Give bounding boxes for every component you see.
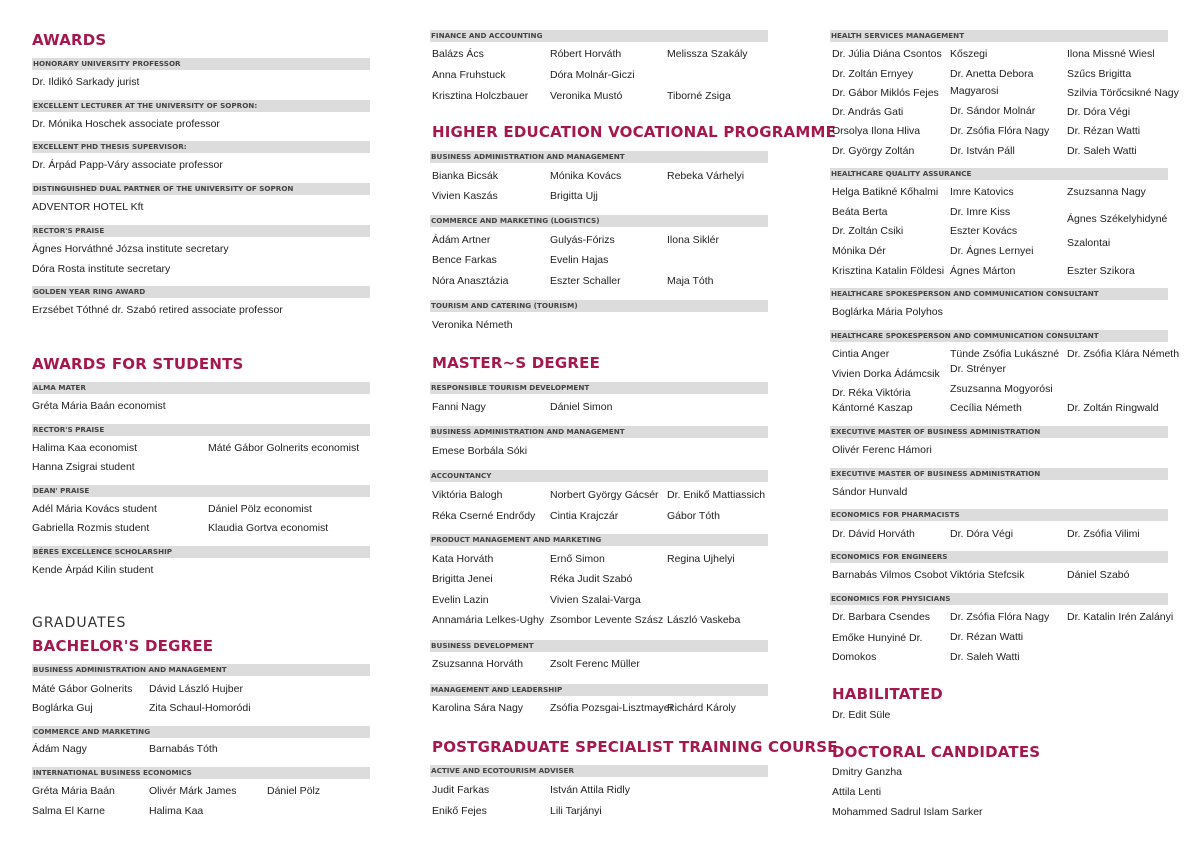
name-entry: Kata Horváth	[432, 553, 494, 565]
name-entry: Klaudia Gortva economist	[208, 522, 329, 534]
name-entry: Melissza Szakály	[667, 48, 748, 60]
name-entry: Dr. György Zoltán	[832, 145, 915, 157]
name-entry: Viktória Stefcsik	[950, 569, 1025, 581]
name-entry: Magyarosi	[950, 85, 999, 97]
name-entry: Sándor Hunvald	[832, 486, 908, 498]
name-entry: Evelin Lazin	[432, 594, 489, 606]
name-entry: Dr. Edit Süle	[832, 709, 891, 721]
excellent-lecturer-header: EXCELLENT LECTURER AT THE UNIVERSITY OF SOPRON:	[32, 100, 370, 112]
name-entry: Cintia Anger	[832, 348, 890, 360]
name-entry: Kántorné Kaszap	[832, 402, 913, 414]
name-entry: Ágnes Horváthné Józsa institute secretary	[32, 243, 229, 255]
name-entry: Tünde Zsófia Lukászné	[950, 348, 1060, 360]
name-entry: Zsuzsanna Nagy	[1067, 186, 1146, 198]
honorary-professor-header: HONORARY UNIVERSITY PROFESSOR	[32, 58, 370, 70]
name-entry: Dmitry Ganzha	[832, 766, 903, 778]
name-entry: Dr. Enikő Mattiassich	[667, 489, 766, 501]
name-entry: Dr. Réka Viktória	[832, 387, 911, 399]
doctoral-title: DOCTORAL CANDIDATES	[832, 743, 1041, 761]
name-entry: Ágnes Székelyhidyné	[1067, 213, 1168, 225]
name-entry: Dr. Gábor Miklós Fejes	[832, 87, 939, 99]
fa-header: FINANCE AND ACCOUNTING	[430, 30, 768, 42]
name-entry: Dr. Mónika Hoschek associate professor	[32, 118, 220, 130]
habilitated-title: HABILITATED	[832, 685, 943, 703]
name-entry: Dr. Dóra Végi	[1067, 106, 1131, 118]
name-entry: Zsombor Levente Szász	[550, 614, 664, 626]
name-entry: Erzsébet Tóthné dr. Szabó retired associate professor	[32, 304, 283, 316]
hqa-header: HEALTHCARE QUALITY ASSURANCE	[830, 168, 1168, 180]
name-entry: Vivien Dorka Ádámcsik	[832, 368, 940, 380]
name-entry: Veronika Mustó	[550, 90, 623, 102]
name-entry: Dániel Pölz economist	[208, 503, 312, 515]
name-entry: Boglárka Guj	[32, 702, 93, 714]
name-entry: Maja Tóth	[667, 275, 714, 287]
name-entry: Helga Batikné Kőhalmi	[832, 186, 939, 198]
name-entry: Domokos	[832, 651, 877, 663]
cm-header: COMMERCE AND MARKETING	[32, 726, 370, 738]
name-entry: Boglárka Mária Polyhos	[832, 306, 943, 318]
name-entry: Dávid László Hujber	[149, 683, 243, 695]
name-entry: Halima Kaa	[149, 805, 204, 817]
name-entry: Zsuzsanna Horváth	[432, 658, 524, 670]
name-entry: Dr. Zoltán Ernyey	[832, 68, 914, 80]
name-entry: Dr. Júlia Diána Csontos	[832, 48, 942, 60]
name-entry: Krisztina Holczbauer	[432, 90, 529, 102]
name-entry: Réka Cserné Endrődy	[432, 510, 536, 522]
name-entry: Ádám Artner	[432, 234, 491, 246]
efph-header: ECONOMICS FOR PHYSICIANS	[830, 593, 1168, 605]
awards-title: AWARDS	[32, 31, 107, 49]
name-entry: Dániel Simon	[550, 401, 613, 413]
name-entry: Szűcs Brigitta	[1067, 68, 1132, 80]
name-entry: Bence Farkas	[432, 254, 497, 266]
name-entry: Réka Judit Szabó	[550, 573, 633, 585]
name-entry: Barnabás Tóth	[149, 743, 218, 755]
bachelor-title: BACHELOR'S DEGREE	[32, 637, 214, 655]
dual-partner-header: DISTINGUISHED DUAL PARTNER OF THE UNIVERSITY OF SOPRON	[32, 183, 370, 195]
tc-header: TOURISM AND CATERING (TOURISM)	[430, 300, 768, 312]
name-entry: Emőke Hunyiné Dr.	[832, 632, 923, 644]
deans-praise-header: DEAN' PRAISE	[32, 485, 370, 497]
mbam-header: BUSINESS ADMINISTRATION AND MANAGEMENT	[430, 426, 768, 438]
emba2-header: EXECUTIVE MASTER OF BUSINESS ADMINISTRATION	[830, 468, 1168, 480]
name-entry: Eszter Schaller	[550, 275, 621, 287]
name-entry: Gulyás-Fórizs	[550, 234, 615, 246]
name-entry: Kende Árpád Kilin student	[32, 564, 154, 576]
name-entry: Dr. Árpád Papp-Váry associate professor	[32, 159, 223, 171]
name-entry: Dr. Ildikó Sarkady jurist	[32, 76, 140, 88]
name-entry: Lili Tarjányi	[550, 805, 602, 817]
name-entry: Dóra Molnár-Giczi	[550, 69, 635, 81]
cml-header: COMMERCE AND MARKETING (LOGISTICS)	[430, 215, 768, 227]
name-entry: Dr. Sándor Molnár	[950, 105, 1036, 117]
name-entry: Dr. Zsófia Flóra Nagy	[950, 611, 1050, 623]
name-entry: Anna Fruhstuck	[432, 69, 506, 81]
name-entry: Ádám Nagy	[32, 743, 87, 755]
name-entry: Kőszegi	[950, 48, 988, 60]
name-entry: Adél Mária Kovács student	[32, 503, 157, 515]
name-entry: Szalontai	[1067, 237, 1111, 249]
graduates-title: GRADUATES	[32, 615, 127, 631]
name-entry: Regina Ujhelyi	[667, 553, 735, 565]
rtd-header: RESPONSIBLE TOURISM DEVELOPMENT	[430, 382, 768, 394]
bd-header: BUSINESS DEVELOPMENT	[430, 640, 768, 652]
name-entry: Nóra Anasztázia	[432, 275, 509, 287]
name-entry: Dr. Imre Kiss	[950, 206, 1011, 218]
name-entry: Zsuzsanna Mogyorósi	[950, 383, 1053, 395]
name-entry: Richárd Károly	[667, 702, 736, 714]
name-entry: Dr. Rézan Watti	[950, 631, 1024, 643]
name-entry: Ernő Simon	[550, 553, 605, 565]
name-entry: Dr. Saleh Watti	[950, 651, 1020, 663]
hscc1-header: HEALTHCARE SPOKESPERSON AND COMMUNICATION CONSULTANT	[830, 288, 1168, 300]
name-entry: Krisztina Katalin Földesi	[832, 265, 945, 277]
name-entry: ADVENTOR HOTEL Kft	[32, 201, 144, 213]
name-entry: Zsolt Ferenc Müller	[550, 658, 640, 670]
golden-ring-header: GOLDEN YEAR RING AWARD	[32, 286, 370, 298]
hbam-header: BUSINESS ADMINISTRATION AND MANAGEMENT	[430, 151, 768, 163]
rectors-praise-header: RECTOR'S PRAISE	[32, 225, 370, 237]
name-entry: Emese Borbála Sóki	[432, 445, 528, 457]
name-entry: Cecília Németh	[950, 402, 1022, 414]
name-entry: Ilona Siklér	[667, 234, 719, 246]
pstc-title: POSTGRADUATE SPECIALIST TRAINING COURSE	[432, 738, 838, 756]
name-entry: Gábor Tóth	[667, 510, 720, 522]
bam-header: BUSINESS ADMINISTRATION AND MANAGEMENT	[32, 664, 370, 676]
name-entry: Gréta Mária Baán	[32, 785, 115, 797]
hsm-header: HEALTH SERVICES MANAGEMENT	[830, 30, 1168, 42]
name-entry: Imre Katovics	[950, 186, 1014, 198]
name-entry: Evelin Hajas	[550, 254, 609, 266]
name-entry: Beáta Berta	[832, 206, 888, 218]
name-entry: Ilona Missné Wiesl	[1067, 48, 1155, 60]
hscc2-header: HEALTHCARE SPOKESPERSON AND COMMUNICATION CONSULTANT	[830, 330, 1168, 342]
pmm-header: PRODUCT MANAGEMENT AND MARKETING	[430, 534, 768, 546]
name-entry: Ágnes Márton	[950, 265, 1016, 277]
name-entry: Balázs Ács	[432, 48, 484, 60]
name-entry: Brigitta Ujj	[550, 190, 598, 202]
awards-students-title: AWARDS FOR STUDENTS	[32, 355, 244, 373]
name-entry: Máté Gábor Golnerits	[32, 683, 133, 695]
name-entry: Dr. András Gati	[832, 106, 904, 118]
name-entry: Viktória Balogh	[432, 489, 503, 501]
name-entry: Szilvia Törőcsikné Nagy	[1067, 87, 1179, 99]
name-entry: Zita Schaul-Homoródi	[149, 702, 251, 714]
name-entry: Tiborné Zsiga	[667, 90, 731, 102]
beres-header: BÉRES EXCELLENCE SCHOLARSHIP	[32, 546, 370, 558]
name-entry: Eszter Szikora	[1067, 265, 1135, 277]
name-entry: Olivér Ferenc Hámori	[832, 444, 932, 456]
ml-header: MANAGEMENT AND LEADERSHIP	[430, 684, 768, 696]
name-entry: Dóra Rosta institute secretary	[32, 263, 171, 275]
name-entry: Dr. Zoltán Ringwald	[1067, 402, 1159, 414]
name-entry: Dániel Szabó	[1067, 569, 1130, 581]
name-entry: Judit Farkas	[432, 784, 490, 796]
name-entry: Brigitta Jenei	[432, 573, 493, 585]
phd-supervisor-header: EXCELLENT PHD THESIS SUPERVISOR:	[32, 141, 370, 153]
name-entry: Veronika Németh	[432, 319, 513, 331]
name-entry: Dr. Ágnes Lernyei	[950, 245, 1034, 257]
ibe-header: INTERNATIONAL BUSINESS ECONOMICS	[32, 767, 370, 779]
name-entry: Mohammed Sadrul Islam Sarker	[832, 806, 983, 818]
name-entry: Dr. Zsófia Vilimi	[1067, 528, 1140, 540]
name-entry: Mónika Kovács	[550, 170, 622, 182]
name-entry: Eszter Kovács	[950, 225, 1018, 237]
name-entry: Dr. Dóra Végi	[950, 528, 1014, 540]
name-entry: Bianka Bicsák	[432, 170, 498, 182]
name-entry: Barnabás Vilmos Csobot	[832, 569, 948, 581]
name-entry: Norbert György Gácsér	[550, 489, 659, 501]
name-entry: Dániel Pölz	[267, 785, 321, 797]
acc-header: ACCOUNTANCY	[430, 470, 768, 482]
name-entry: Róbert Horváth	[550, 48, 622, 60]
name-entry: Vivien Szalai-Varga	[550, 594, 641, 606]
name-entry: Gréta Mária Baán economist	[32, 400, 166, 412]
efe-header: ECONOMICS FOR ENGINEERS	[830, 551, 1168, 563]
name-entry: Gabriella Rozmis student	[32, 522, 150, 534]
masters-title: MASTER~S DEGREE	[432, 354, 601, 372]
name-entry: Attila Lenti	[832, 786, 882, 798]
name-entry: Rebeka Várhelyi	[667, 170, 745, 182]
name-entry: Cintia Krajczár	[550, 510, 619, 522]
name-entry: Olivér Márk James	[149, 785, 237, 797]
name-entry: Fanni Nagy	[432, 401, 486, 413]
name-entry: István Attila Ridly	[550, 784, 630, 796]
name-entry: Máté Gábor Golnerits economist	[208, 442, 360, 454]
name-entry: Vivien Kaszás	[432, 190, 498, 202]
alma-mater-header: ALMA MATER	[32, 382, 370, 394]
name-entry: Dr. Strényer	[950, 363, 1007, 375]
name-entry: Dr. Anetta Debora	[950, 68, 1034, 80]
name-entry: Mónika Dér	[832, 245, 886, 257]
name-entry: Halima Kaa economist	[32, 442, 138, 454]
name-entry: Dr. Zsófia Klára Németh	[1067, 348, 1180, 360]
name-entry: Hanna Zsigrai student	[32, 461, 135, 473]
emba1-header: EXECUTIVE MASTER OF BUSINESS ADMINISTRATION	[830, 426, 1168, 438]
name-entry: Karolina Sára Nagy	[432, 702, 524, 714]
name-entry: Salma El Karne	[32, 805, 105, 817]
name-entry: Dr. István Páll	[950, 145, 1015, 157]
name-entry: Enikő Fejes	[432, 805, 487, 817]
efp-header: ECONOMICS FOR PHARMACISTS	[830, 509, 1168, 521]
name-entry: Annamária Lelkes-Ughy	[432, 614, 545, 626]
name-entry: Zsófia Pozsgai-Lisztmayer	[550, 702, 674, 714]
name-entry: László Vaskeba	[667, 614, 741, 626]
aea-header: ACTIVE AND ECOTOURISM ADVISER	[430, 765, 768, 777]
name-entry: Dr. Dávid Horváth	[832, 528, 915, 540]
students-rectors-header: RECTOR'S PRAISE	[32, 424, 370, 436]
name-entry: Dr. Barbara Csendes	[832, 611, 931, 623]
name-entry: Dr. Zsófia Flóra Nagy	[950, 125, 1050, 137]
name-entry: Orsolya Ilona Hliva	[832, 125, 921, 137]
name-entry: Dr. Zoltán Csiki	[832, 225, 904, 237]
hevp-title: HIGHER EDUCATION VOCATIONAL PROGRAMME	[432, 123, 837, 141]
name-entry: Dr. Rézan Watti	[1067, 125, 1141, 137]
name-entry: Dr. Katalin Irén Zalányi	[1067, 611, 1174, 623]
name-entry: Dr. Saleh Watti	[1067, 145, 1137, 157]
